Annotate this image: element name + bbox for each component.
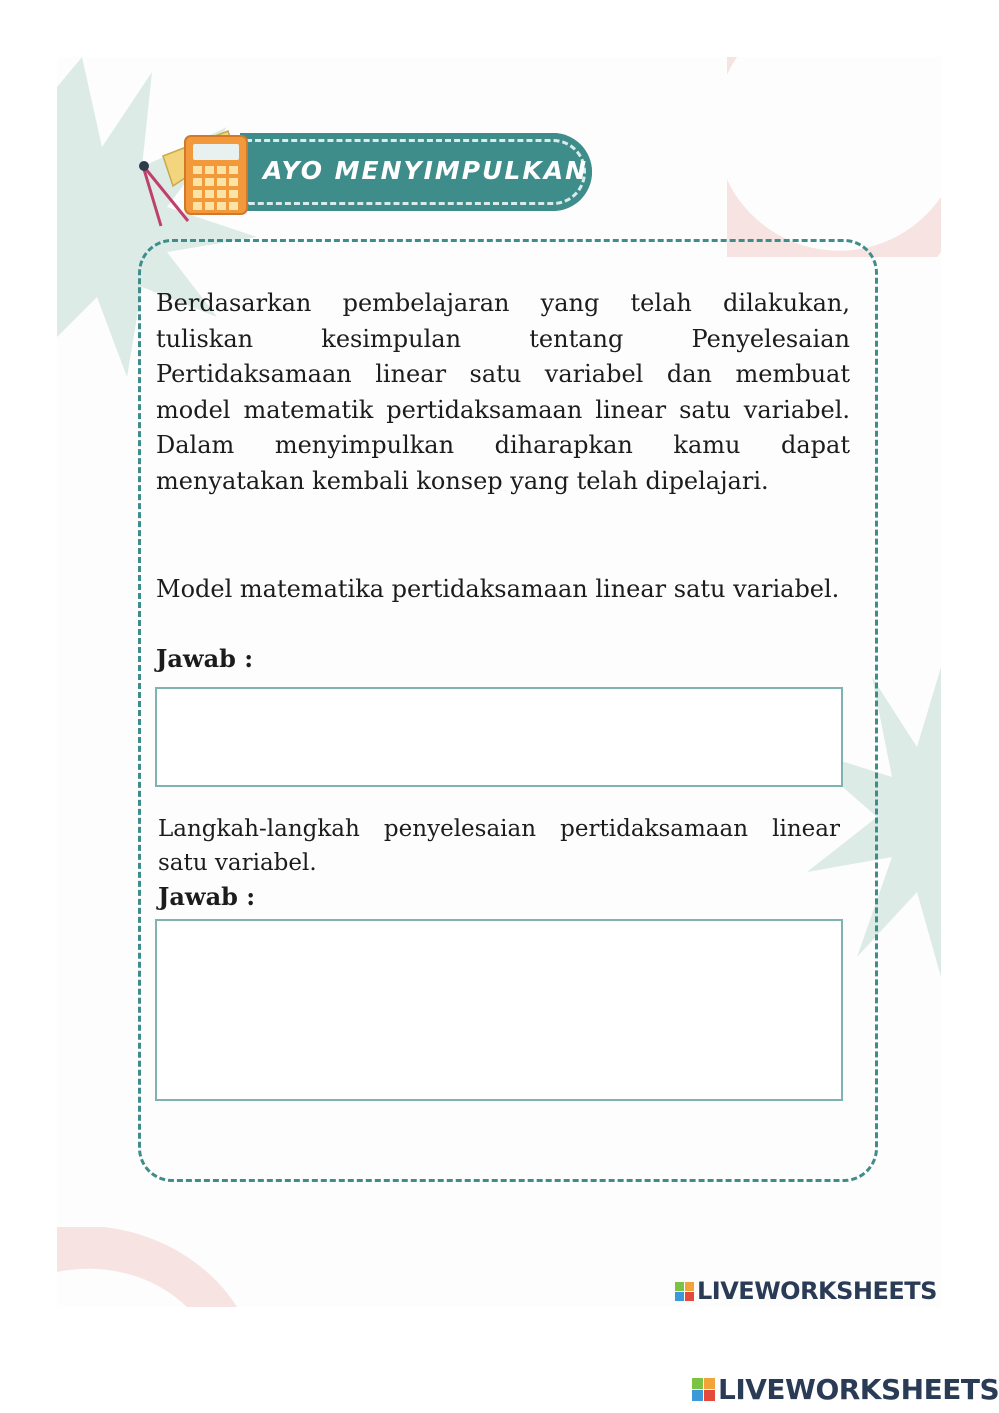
question-2-answer-label: Jawab : — [158, 882, 256, 911]
question-2-prompt: Langkah-langkah penyelesaian pertidaksamaan linear satu variabel. — [158, 816, 840, 876]
question-1-prompt: Model matematika pertidaksamaan linear satu variabel. — [156, 575, 840, 603]
decorative-arc-top-right — [727, 57, 941, 257]
liveworksheets-logo-footer[interactable] — [692, 1373, 999, 1406]
decorative-arc-bottom-left — [57, 1227, 237, 1307]
liveworksheets-logo-text: LIVEWORKSHEETS — [697, 1277, 937, 1305]
question-1-answer-box[interactable] — [155, 687, 843, 787]
liveworksheets-logo-page — [675, 1277, 937, 1305]
calculator-icon — [133, 126, 258, 231]
page-title: AYO MENYIMPULKAN — [263, 156, 589, 185]
question-2-answer-box[interactable] — [155, 919, 843, 1101]
liveworksheets-mark-icon — [692, 1378, 715, 1401]
instructions-paragraph: Berdasarkan pembelajaran yang telah dilakukan, tuliskan kesimpulan tentang Penyelesaian Pertidaksamaan linear satu variabel dan membuat model matematik pertidaksamaan linear satu variabel. Dalam menyimpulkan diharapkan kamu dapat menyatakan kembali konsep yang telah dipelajari. — [156, 289, 850, 495]
liveworksheets-logo-text: LIVEWORKSHEETS — [718, 1373, 999, 1406]
question-1-answer-label: Jawab : — [156, 644, 254, 673]
liveworksheets-mark-icon — [675, 1282, 694, 1301]
